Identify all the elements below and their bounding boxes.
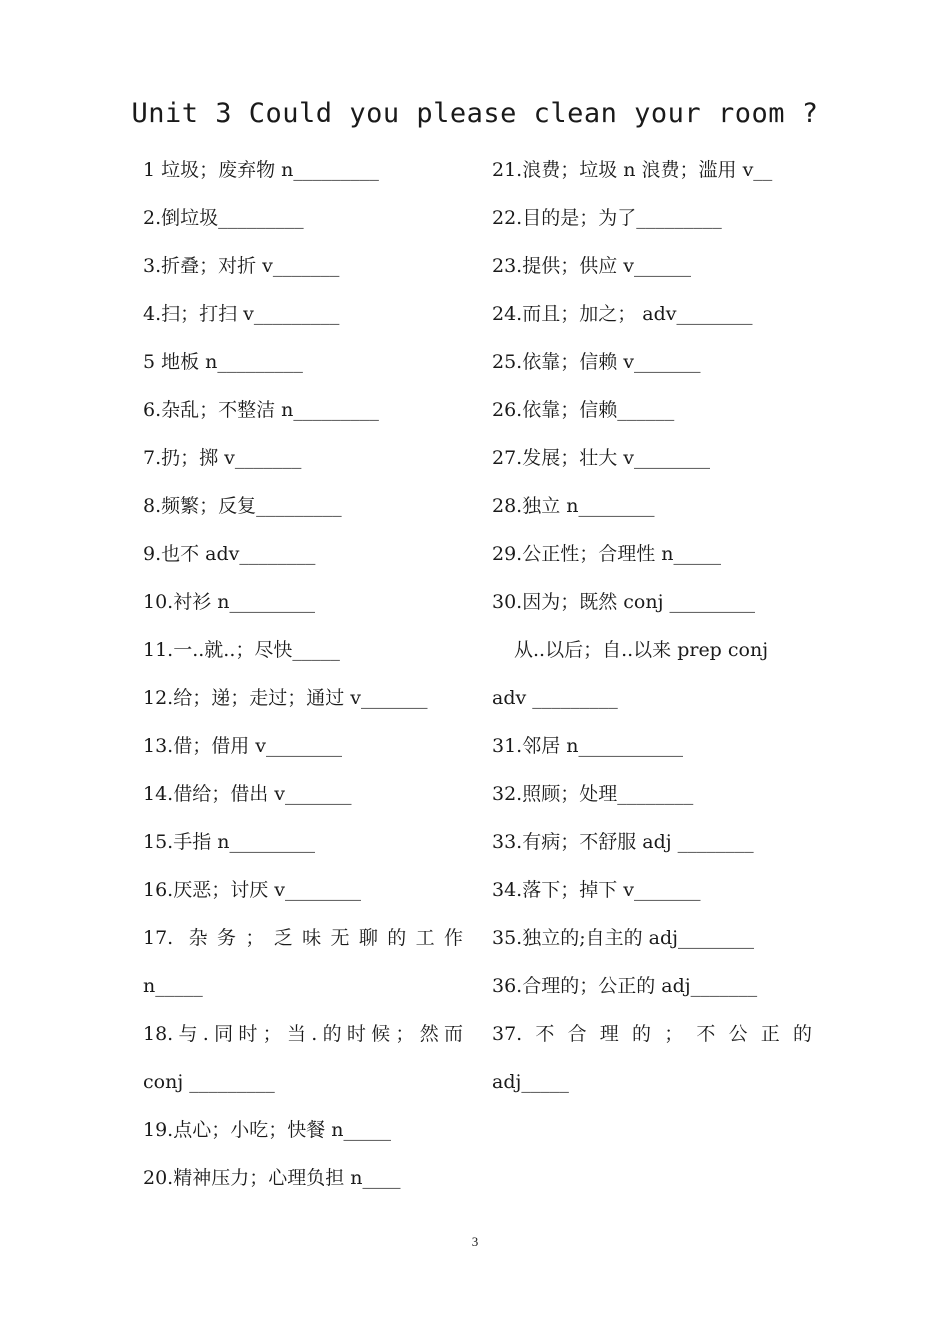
vocab-line-37: 37.不合理的；不公正的 [492,1023,812,1045]
vocab-line-6: 6.杂乱；不整洁 n_________ [143,399,379,421]
right-column [492,150,812,1110]
vocab-line-28: 28.独立 n________ [492,495,655,517]
vocab-line-15: 15.手指 n_________ [143,831,315,853]
vocab-line-27: 27.发展；壮大 v________ [492,447,710,469]
left-column [143,150,463,1206]
vocab-line-25: 25.依靠；信赖 v_______ [492,351,701,373]
vocab-line-8: 8.频繁；反复_________ [143,495,342,517]
vocab-line-20: 20.精神压力；心理负担 n____ [143,1167,401,1189]
vocab-line-10: 10.衬衫 n_________ [143,591,315,613]
vocab-line-3: 3.折叠；对折 v_______ [143,255,340,277]
vocab-line-17: 17. 杂务；乏味无聊的工作 [143,927,463,949]
vocab-line-36: 36.合理的；公正的 adj_______ [492,975,758,997]
vocab-line-16: 16.厌恶；讨厌 v________ [143,879,361,901]
vocab-line-33: 33.有病；不舒服 adj ________ [492,831,754,853]
vocab-line-32: 32.照顾；处理________ [492,783,694,805]
vocab-line-26: 26.依靠；信赖______ [492,399,675,421]
vocab-line-7: 7.扔；掷 v_______ [143,447,302,469]
vocab-line-1: 1 垃圾；废弃物 n_________ [143,159,379,181]
vocab-line-12: 12.给；递；走过；通过 v_______ [143,687,428,709]
vocab-line-37-cont: adj_____ [492,1071,569,1093]
vocab-line-5: 5 地板 n_________ [143,351,303,373]
vocab-line-30: 30.因为；既然 conj _________ [492,591,756,613]
vocab-line-2: 2.倒垃圾_________ [143,207,304,229]
vocab-line-31: 31.邻居 n___________ [492,735,683,757]
vocab-line-30a: 从..以后；自..以来 prep conj [514,639,769,661]
vocab-line-30a-cont: adv _________ [492,687,618,709]
vocab-line-9: 9.也不 adv________ [143,543,316,565]
page-number: 3 [471,1234,479,1249]
vocab-line-4: 4.扫；打扫 v_________ [143,303,340,325]
vocab-line-24: 24.而且；加之； adv________ [492,303,753,325]
vocab-line-14: 14.借给；借出 v_______ [143,783,352,805]
page-title: Unit 3 Could you please clean your room ? [131,98,819,129]
vocab-line-13: 13.借；借用 v________ [143,735,342,757]
vocab-line-17-cont: n_____ [143,975,203,997]
vocab-line-35: 35.独立的;自主的 adj________ [492,927,755,949]
vocab-line-29: 29.公正性；合理性 n_____ [492,543,721,565]
vocab-line-22: 22.目的是；为了_________ [492,207,722,229]
vocab-line-21: 21.浪费；垃圾 n 浪费；滥用 v__ [492,159,773,181]
vocab-line-34: 34.落下；掉下 v_______ [492,879,701,901]
vocab-line-18: 18.与.同时；当.的时候；然而 [143,1023,463,1045]
vocab-line-18-cont: conj _________ [143,1071,275,1093]
vocab-line-23: 23.提供；供应 v______ [492,255,691,277]
vocab-line-11: 11.一..就..；尽快_____ [143,639,340,661]
vocab-line-19: 19.点心；小吃；快餐 n_____ [143,1119,391,1141]
